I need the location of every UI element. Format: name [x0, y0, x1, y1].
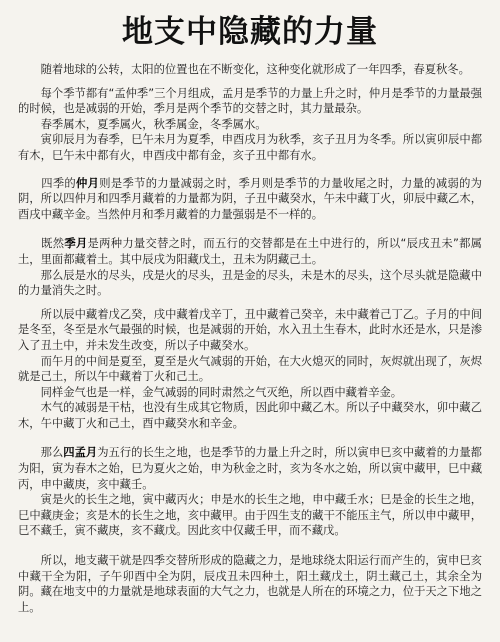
paragraph-meng-zhong-ji: 每个季节都有“孟仲季”三个月组成，孟月是季节的力量上升之时，仲月是季节的力量最强的时候，也是减弱的开始，季月是两个季节的交替之时，其力量最杂。 [18, 86, 482, 116]
highlight-zhong-yue: 仲月 [76, 176, 100, 190]
paragraph-branch-seasons: 寅卯辰月为春季，巳午未月为夏季，申酉戌月为秋季，亥子丑月为冬季。所以寅卯辰中都有木，巳午未中都有火，申酉戌中都有金，亥子丑中都有水。 [18, 133, 482, 162]
paragraph-zhong-month-body: 则是季节的力量减弱之时，季月则是季节的力量收尾之时，力量的减弱的为阴，所以四仲月和四季月藏着的力量都为阴，子丑中藏癸水，午未中藏丁火，卯辰中藏乙木，酉戌中藏辛金。当然仲月和季月藏着的力量强弱是不一样的。 [18, 176, 482, 221]
paragraph-meng-month [18, 445, 482, 492]
paragraph-wu-month: 而午月的中间是夏至，夏至是火气减弱的开始，在大火熄灭的同时，灰烬就出现了，灰烬就是己土，所以午中藏着丁火和己土。 [18, 354, 482, 384]
paragraph-meng-month-lead: 那么 [18, 446, 64, 460]
paragraph-element-ends: 那么辰是水的尽头，戌是火的尽头，丑是金的尽头，未是木的尽头，这个尽头就是隐藏中的力量消失之时。 [18, 268, 482, 298]
paragraph-wood-qi: 木气的减弱是干枯，也没有生成其它物质，因此卯中藏乙木。所以子中藏癸水，卯中藏乙木，午中藏丁火和己土，酉中藏癸水和辛金。 [18, 401, 482, 430]
paragraph-meng-month-body: 为五行的长生之地，也是季节的力量上升之时，所以寅申巳亥中藏着的力量都为阳，寅为春木之始，巳为夏火之始，申为秋金之时，亥为冬水之始，所以寅中藏甲，巳中藏丙，申中藏庚，亥中藏壬。 [18, 446, 482, 491]
paragraph-metal-qi: 同样金气也是一样，金气减弱的同时肃然之气灭绝，所以酉中藏着辛金。 [18, 385, 403, 399]
paragraph-ji-month-body: 是两种力量交替之时，而五行的交替都是在土中进行的，所以“辰戌丑未”都属土，里面都藏着土。其中辰戌为阳藏戊土，丑未为阴藏己土。 [18, 237, 482, 266]
paragraph-ji-month [18, 236, 482, 267]
paragraph-conclusion: 所以，地支藏干就是四季交替所形成的隐藏之力，是地球绕太阳运行而产生的，寅申巳亥中藏干全为阳，子午卯酉中全为阴，辰戌丑未四种土，阳土藏戊土，阴土藏己土，其余全为阴。藏在地支中的力量就是地球表面的大气之力，也就是人所在的环境之力，位于天之下地之上。 [18, 554, 482, 614]
paragraph-season-elements: 春季属木，夏季属火，秋季属金，冬季属水。 [18, 117, 267, 131]
article-title: 地支中隐藏的力量 [122, 14, 378, 50]
paragraph-seasons: 随着地球的公转，太阳的位置也在不断变化，这种变化就形成了一年四季，春夏秋冬。 [18, 63, 470, 76]
highlight-ji-yue: 季月 [64, 237, 88, 251]
paragraph-zhong-month [18, 176, 482, 223]
paragraph-ji-month-lead: 既然 [18, 237, 65, 251]
paragraph-hidden-stems-ji: 所以辰中藏着戊乙癸，戌中藏着戊辛丁，丑中藏着己癸辛，未中藏着己丁乙。子月的中间是冬至，冬至是水气最强的时候，也是减弱的开始，水入丑土生春木，此时水还是水，只是渗入了丑土中，并未发生改变，所以子中藏癸水。 [18, 307, 482, 352]
paragraph-changsheng: 寅是火的长生之地，寅中藏丙火；申是水的长生之地，申中藏壬水；巳是金的长生之地，巳中藏庚金；亥是木的长生之地，亥中藏甲。由于四生支的藏干不能压主气，所以申中藏甲，巳不藏壬，寅不藏庚，亥不藏戊。因此亥中仅藏壬甲，而不藏戊。 [18, 493, 482, 538]
paragraph-zhong-month-lead: 四季的 [18, 176, 77, 190]
highlight-si-meng-yue: 四孟月 [63, 446, 98, 460]
